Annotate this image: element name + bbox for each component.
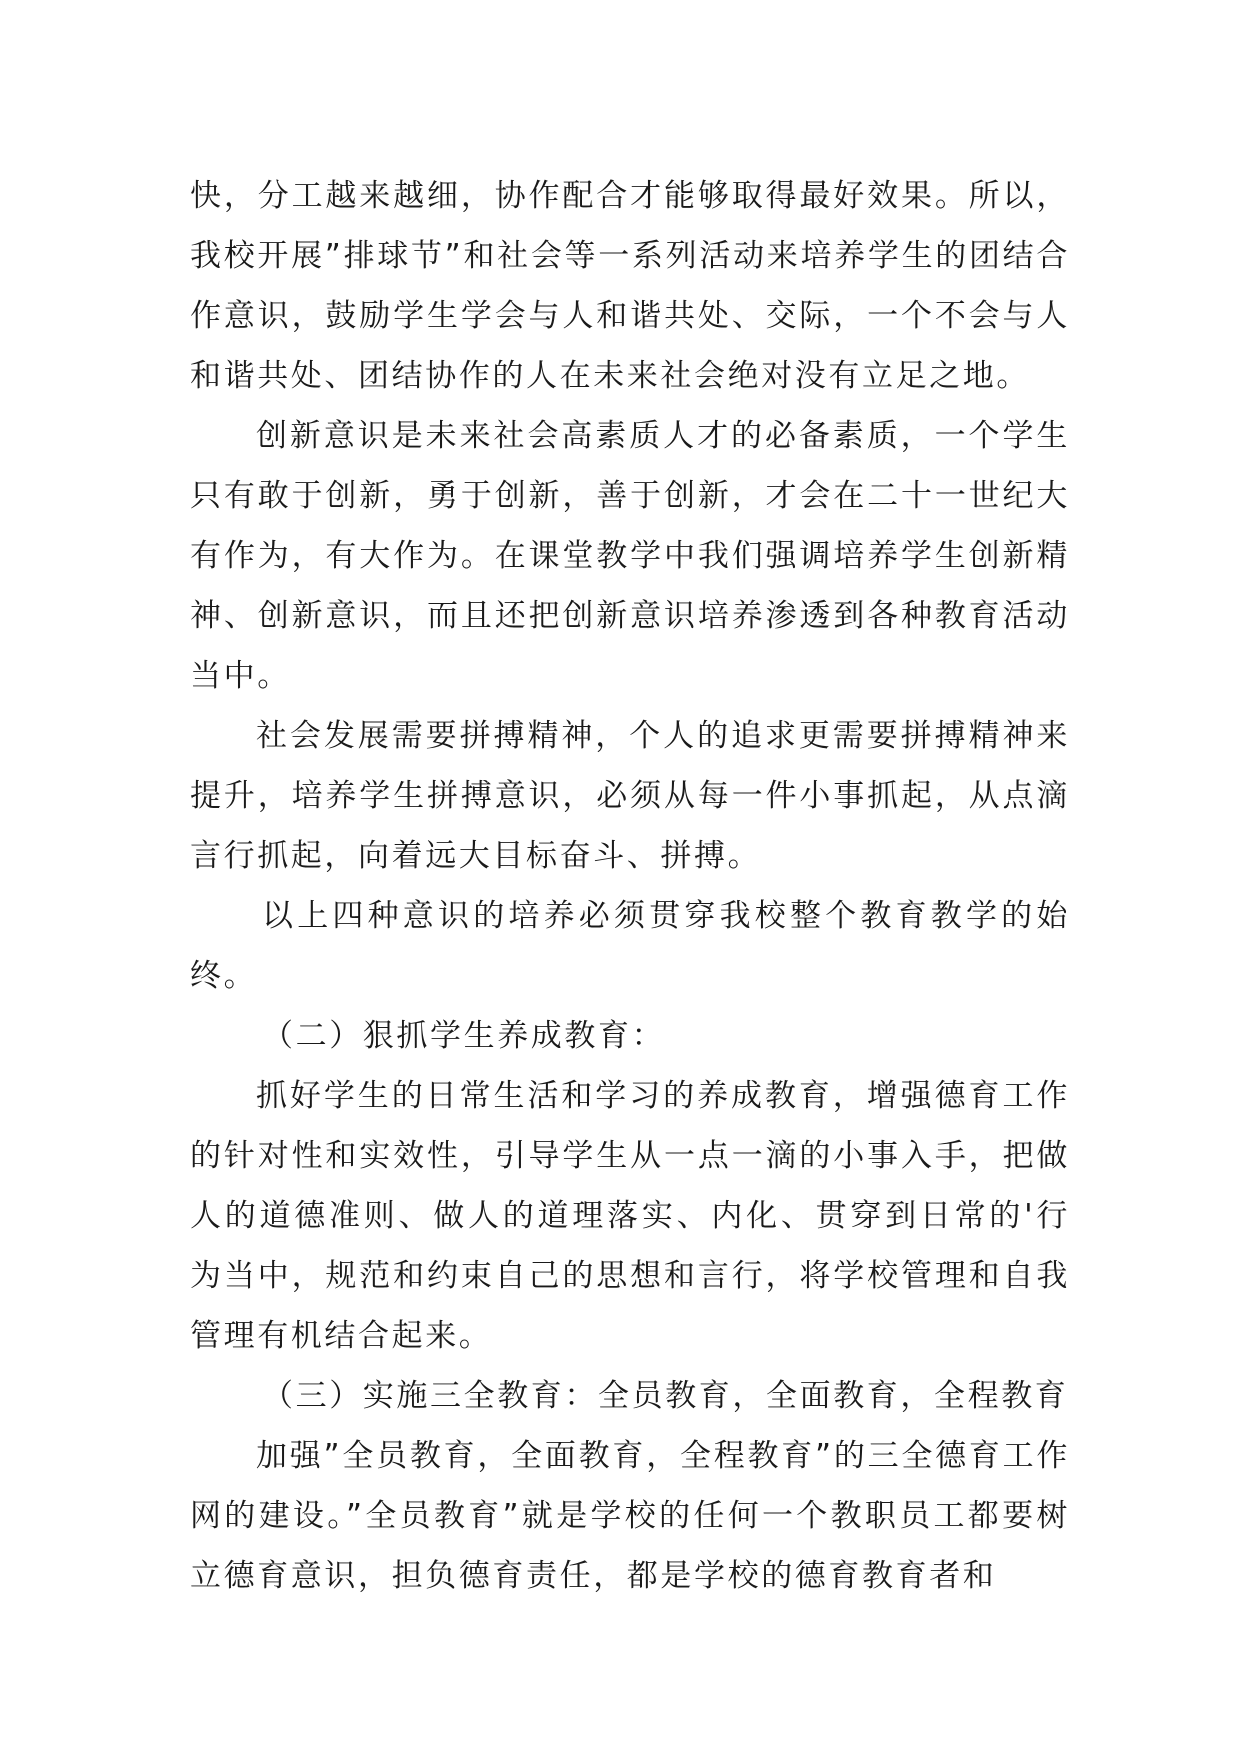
section-heading-habit-education: （二）狠抓学生养成教育： <box>262 1018 666 1054</box>
paragraph-three-full-education: 加强”全员教育，全面教育，全程教育”的三全德育工作网的建设。”全员教育”就是学校的任何一个教职员工都要树立德育意识，担负德育责任，都是学校的德育教育者和 <box>190 1438 1070 1594</box>
paragraph-continuation: 快，分工越来越细，协作配合才能够取得最好效果。所以，我校开展”排球节”和社会等一系列活动来培养学生的团结合作意识，鼓励学生学会与人和谐共处、交际，一个不会与人和谐共处、团结协作的人在未来社会绝对没有立足之地。 <box>190 178 1070 394</box>
paragraph-four-awareness: 以上四种意识的培养必须贯穿我校整个教育教学的始终。 <box>190 898 1070 994</box>
paragraph-innovation: 创新意识是未来社会高素质人才的必备素质，一个学生只有敢于创新，勇于创新，善于创新，才会在二十一世纪大有作为，有大作为。在课堂教学中我们强调培养学生创新精神、创新意识，而且还把创新意识培养渗透到各种教育活动当中。 <box>190 418 1070 694</box>
document-body <box>190 166 1070 1606</box>
section-heading-three-full-education: （三）实施三全教育：全员教育，全面教育，全程教育 <box>262 1378 1069 1414</box>
paragraph-habit-education: 抓好学生的日常生活和学习的养成教育，增强德育工作的针对性和实效性，引导学生从一点一滴的小事入手，把做人的道德准则、做人的道理落实、内化、贯穿到日常的'行为当中，规范和约束自己的思想和言行，将学校管理和自我管理有机结合起来。 <box>190 1078 1070 1354</box>
paragraph-striving: 社会发展需要拼搏精神，个人的追求更需要拼搏精神来提升，培养学生拼搏意识，必须从每一件小事抓起，从点滴言行抓起，向着远大目标奋斗、拼搏。 <box>190 718 1070 874</box>
